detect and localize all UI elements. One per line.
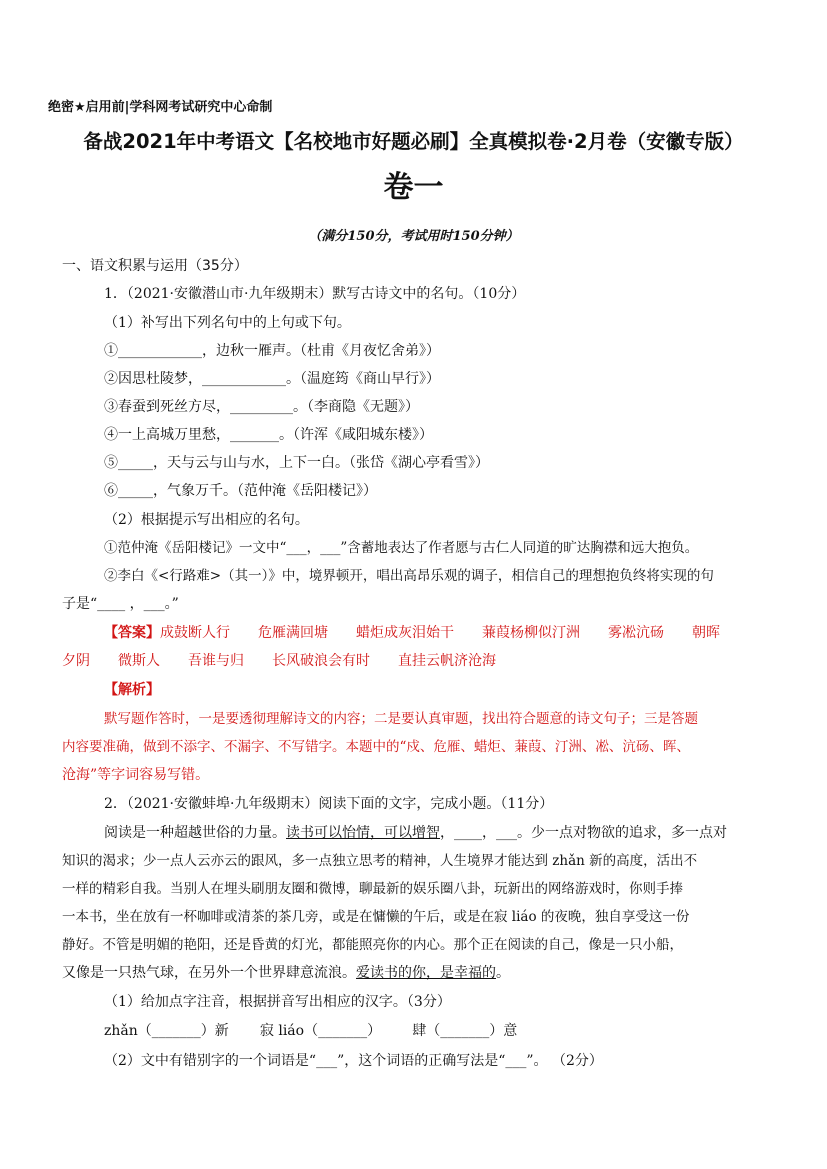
q1-stem: 1．（2021·安徽潜山市·九年级期末）默写古诗文中的名句。（10分） [104, 286, 526, 302]
confidential-header: 绝密★启用前|学科网考试研究中心命制 [48, 100, 273, 115]
passage-text: 又像是一只热气球，在另外一个世界肆意流浪。 [62, 965, 356, 981]
analysis-line-3: 沧海”等字词容易写错。 [62, 767, 210, 783]
section-heading: 一、语文积累与运用（35分） [62, 258, 248, 274]
q1-answer-line1 [104, 623, 720, 643]
analysis-line-1: 默写题作答时，一是要透彻理解诗文的内容；二是要认真审题，找出符合题意的诗文句子；三是答题 [104, 711, 698, 727]
q2-sub1: （1）给加点字注音，根据拼音写出相应的汉字。（3分） [104, 994, 451, 1010]
q1-item-1: ①____________，边秋一雁声。（杜甫《月夜忆舍弟》） [104, 343, 440, 359]
volume-title: 卷一 [383, 170, 444, 205]
passage-text: 阅读是一种超越世俗的力量。 [104, 825, 286, 841]
passage-line-2: 知识的渴求；少一点人云亦云的跟风，多一点独立思考的精神，人生境界才能达到 zhǎn 新的高度，活出不 [62, 853, 698, 869]
answer-item: 成鼓断人行 [160, 625, 230, 641]
underlined-phrase: 爱读书的你，是幸福的 [356, 965, 496, 981]
q2-sub1-items: zhǎn（_______）新 寂 liáo（_______） 肆（_______）意 [104, 1023, 518, 1039]
answer-item: 夕阴 [62, 653, 90, 669]
q1-sub1: （1）补写出下列名句中的上句或下句。 [104, 315, 351, 331]
q2-sub2: （2）文中有错别字的一个词语是“___”，这个词语的正确写法是“___”。 （2分） [104, 1053, 603, 1069]
answer-item: 雾凇沆砀 [608, 625, 664, 641]
score-time-note: （满分150分，考试用时150分钟） [308, 229, 519, 244]
passage-text: 。 [496, 965, 510, 981]
q2-stem: 2．（2021·安徽蚌埠·九年级期末）阅读下面的文字，完成小题。（11分） [104, 796, 554, 812]
q1-item-2: ②因思杜陵梦，____________。（温庭筠《商山早行》） [104, 371, 440, 387]
passage-line-5: 静好。不管是明媚的艳阳，还是昏黄的灯光，都能照亮你的内心。那个正在阅读的自己，像是一只小船， [62, 937, 683, 953]
answer-item: 蒹葭杨柳似汀洲 [482, 625, 580, 641]
q1-item-6: ⑥_____，气象万千。（范仲淹《岳阳楼记》） [104, 483, 377, 499]
q1-sub2-b2: 子是“____ ，___。” [62, 596, 179, 612]
underlined-phrase: 读书可以怡情，可以增智 [286, 825, 440, 841]
q1-sub2-b1: ②李白《<行路难>（其一）》中，境界顿开，唱出高昂乐观的调子，相信自己的理想抱负终将实现的句 [104, 568, 714, 584]
passage-line-1 [104, 823, 727, 843]
answer-item: 长风破浪会有时 [272, 653, 370, 669]
answer-item: 吾谁与归 [188, 653, 244, 669]
passage-text: ，____，___。少一点对物欲的追求，多一点对 [440, 825, 727, 841]
q1-item-3: ③春蚕到死丝方尽，_________。（李商隐《无题》） [104, 399, 419, 415]
answer-item: 朝晖 [692, 625, 720, 641]
q1-item-4: ④一上高城万里愁，_______。（许浑《咸阳城东楼》） [104, 427, 433, 443]
passage-line-4: 一本书，坐在放有一杯咖啡或清茶的茶几旁，或是在慵懒的午后，或是在寂 liáo 的夜晚，独自享受这一份 [62, 909, 690, 925]
answer-item: 直挂云帆济沧海 [398, 653, 496, 669]
exam-title: 备战2021年中考语文【名校地市好题必刷】全真模拟卷·2月卷（安徽专版） [83, 130, 744, 153]
q1-answer-line2 [62, 651, 496, 671]
analysis-label: 【解析】 [104, 682, 160, 698]
passage-line-6 [62, 963, 510, 983]
answer-item: 蜡炬成灰泪始干 [356, 625, 454, 641]
q1-sub2-a: ①范仲淹《岳阳楼记》一文中“___，___”含蓄地表达了作者愿与古仁人同道的旷达胸襟和远大抱负。 [104, 540, 699, 556]
q1-sub2: （2）根据提示写出相应的名句。 [104, 512, 309, 528]
answer-item: 危雁满回塘 [258, 625, 328, 641]
passage-line-3: 一样的精彩自我。当别人在埋头刷朋友圈和微博，聊最新的娱乐圈八卦，玩新出的网络游戏时，你则手捧 [62, 881, 683, 897]
answer-label: 【答案】 [104, 625, 160, 641]
analysis-line-2: 内容要准确，做到不添字、不漏字、不写错字。本题中的“戍、危雁、蜡炬、蒹葭、汀洲、凇、沆砀、晖、 [62, 739, 690, 755]
q1-item-5: ⑤_____，天与云与山与水，上下一白。（张岱《湖心亭看雪》） [104, 455, 489, 471]
answer-item: 微斯人 [118, 653, 160, 669]
